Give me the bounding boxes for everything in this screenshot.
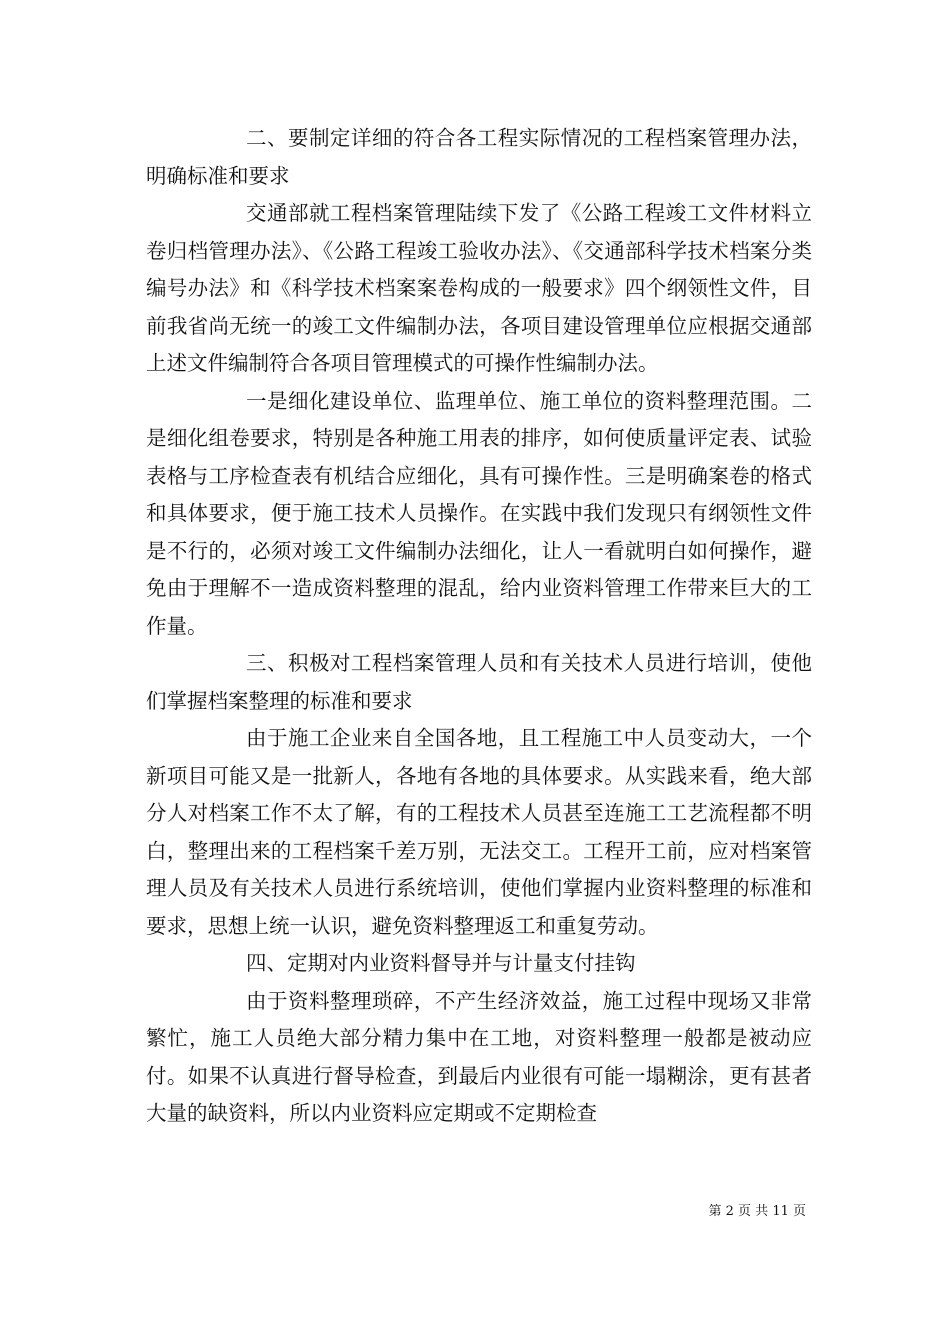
body-paragraph: 交通部就工程档案管理陆续下发了《公路工程竣工文件材料立卷归档管理办法》、《公路工程竣工验收办法》、《交通部科学技术档案分类编号办法》和《科学技术档案案卷构成的一般要求》四个纲领性文件，目前我省尚无统一的竣工文件编制办法，各项目建设管理单位应根据交通部上述文件编制符合各项目管理模式的可操作性编制办法。: [146, 201, 812, 375]
page-number-footer: 第 2 页 共 11 页: [708, 1204, 806, 1219]
body-paragraph: 由于资料整理琐碎，不产生经济效益，施工过程中现场又非常繁忙，施工人员绝大部分精力集中在工地，对资料整理一般都是被动应付。如果不认真进行督导检查，到最后内业很有可能一塌糊涂，更有甚者大量的缺资料，所以内业资料应定期或不定期检查: [146, 988, 812, 1125]
section-heading-3: 三、积极对工程档案管理人员和有关技术人员进行培训，使他们掌握档案整理的标准和要求: [146, 651, 812, 713]
section-heading-2: 二、要制定详细的符合各工程实际情况的工程档案管理办法，明确标准和要求: [146, 126, 812, 188]
body-paragraph: 一是细化建设单位、监理单位、施工单位的资料整理范围。二是细化组卷要求，特别是各种施工用表的排序，如何使质量评定表、试验表格与工序检查表有机结合应细化，具有可操作性。三是明确案卷的格式和具体要求，便于施工技术人员操作。在实践中我们发现只有纲领性文件是不行的，必须对竣工文件编制办法细化，让人一看就明白如何操作，避免由于理解不一造成资料整理的混乱，给内业资料管理工作带来巨大的工作量。: [146, 388, 812, 638]
document-body: [146, 120, 812, 1133]
section-heading-4: 四、定期对内业资料督导并与计量支付挂钩: [246, 951, 636, 975]
body-paragraph: 由于施工企业来自全国各地，且工程施工中人员变动大，一个新项目可能又是一批新人，各地有各地的具体要求。从实践来看，绝大部分人对档案工作不太了解，有的工程技术人员甚至连施工工艺流程都不明白，整理出来的工程档案千差万别，无法交工。工程开工前，应对档案管理人员及有关技术人员进行系统培训，使他们掌握内业资料整理的标准和要求，思想上统一认识，避免资料整理返工和重复劳动。: [146, 726, 812, 938]
